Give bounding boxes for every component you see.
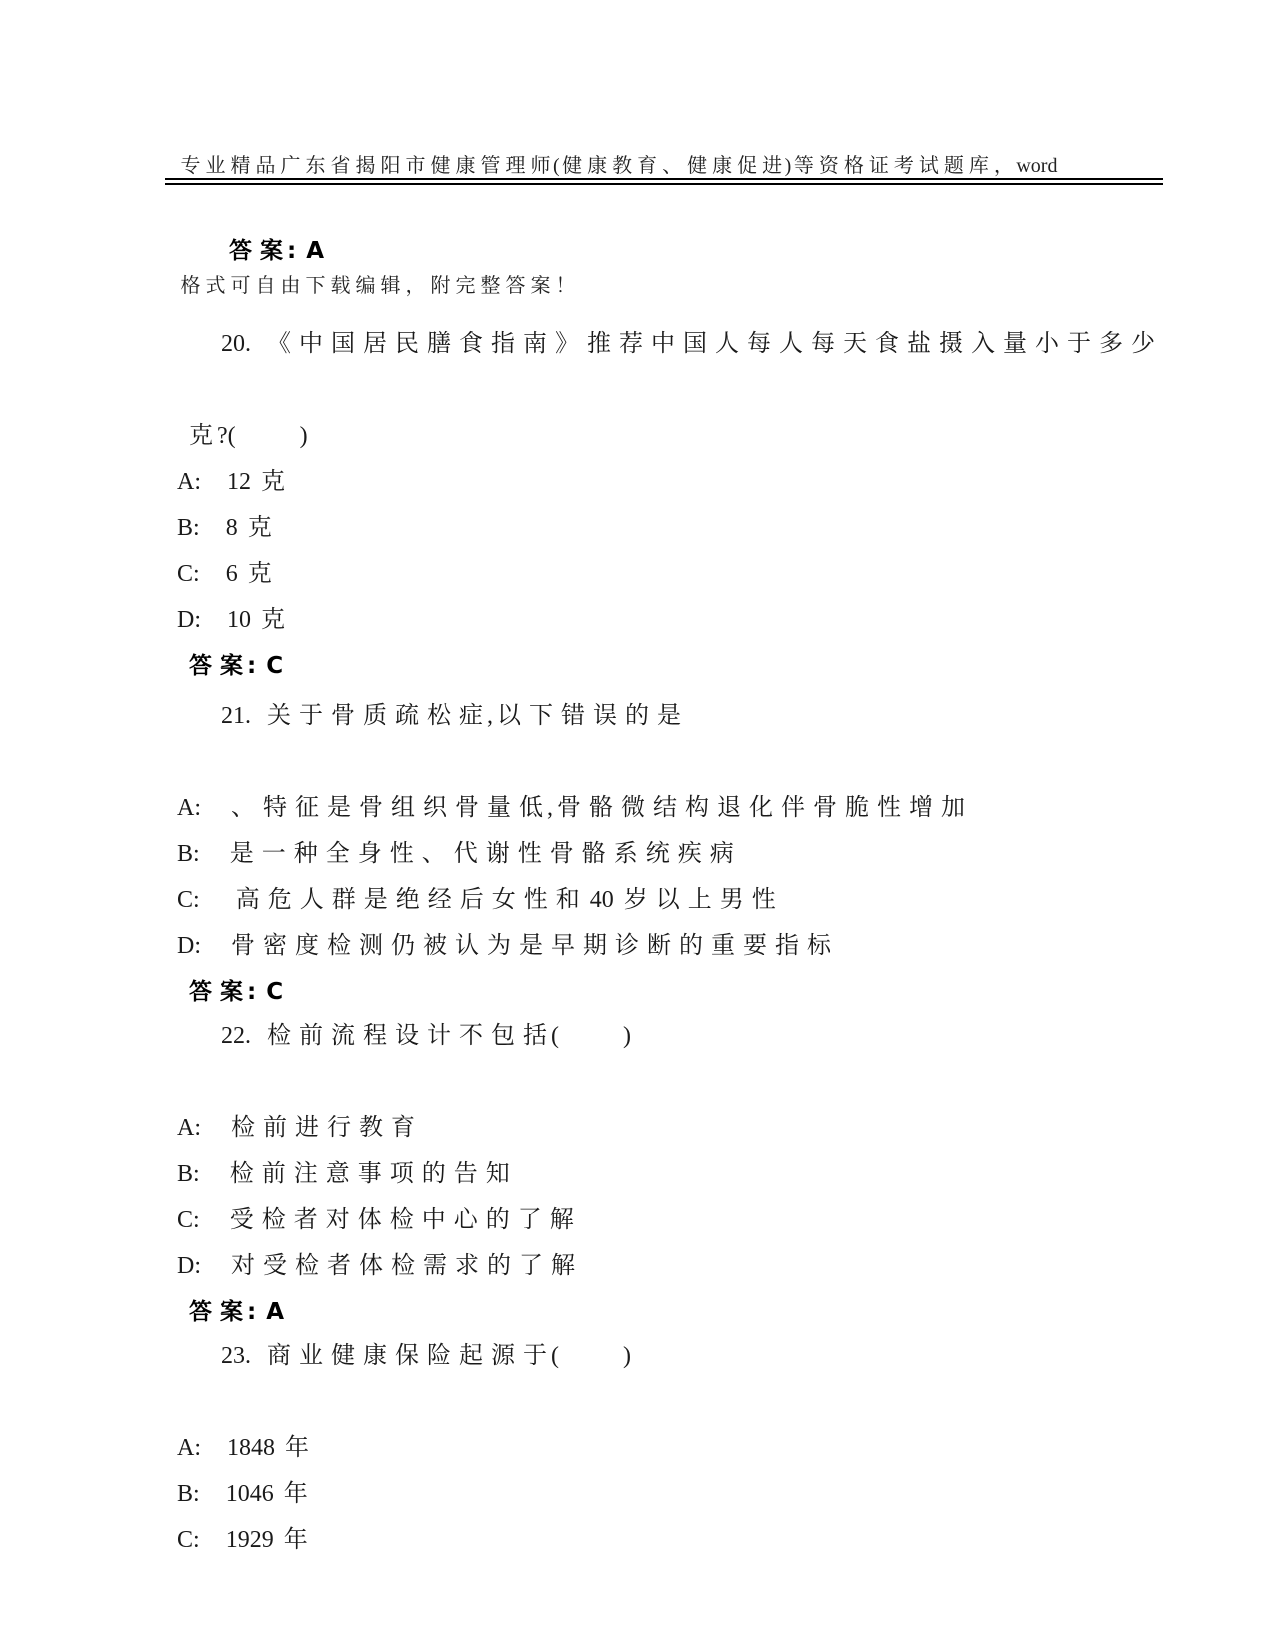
option-label: B: [177,1481,200,1507]
question-line [177,647,1177,785]
answer-value: A [306,238,325,264]
answer-value: C [266,979,284,1005]
option-row-b [177,505,1177,551]
option-row-c [177,1197,1177,1243]
question-number: 21. [221,703,251,729]
option-label: C: [177,1207,200,1233]
question-line [177,967,1177,1105]
question-number: 23. [221,1343,251,1369]
option-text: 、 特 征 是 骨 组 织 骨 量 低 , 骨 骼 微 结 构 退 化 伴 骨 脆 性 增 加 [231,795,965,821]
option-label: B: [177,1161,200,1187]
option-text: 1848 年 [227,1435,309,1461]
option-row-c [177,1517,1177,1563]
option-label: B: [177,841,200,867]
option-label: A: [177,469,201,495]
question-block-21 [177,647,1177,1015]
option-row-a [177,1105,1177,1151]
option-label: D: [177,933,201,959]
option-text: 1046 年 [225,1481,308,1507]
option-label: A: [177,1435,201,1461]
option-label: C: [177,561,200,587]
option-row-d [177,1243,1177,1289]
answer-label: 答 案 : [189,653,257,679]
option-row-c [177,551,1177,597]
option-label: D: [177,607,201,633]
option-row-a [177,1425,1177,1471]
option-row-b [177,1471,1177,1517]
question-line [177,1287,1177,1425]
option-row-d [177,597,1177,643]
option-label: A: [177,1115,201,1141]
option-text: 骨 密 度 检 测 仍 被 认 为 是 早 期 诊 断 的 重 要 指 标 [231,933,831,959]
question-text: 关 于 骨 质 疏 松 症 , 以 下 错 误 的 是 [267,703,681,729]
option-text: 是 一 种 全 身 性 、 代 谢 性 骨 骼 系 统 疾 病 [229,841,734,867]
question-number: 22. [221,1023,251,1049]
question-text: 《 中 国 居 民 膳 食 指 南 》 推 荐 中 国 人 每 人 每 天 食 盐 摄 入 量 小 于 多 少 [267,331,1155,357]
answer-value: C [266,653,284,679]
option-text: 8 克 [225,515,272,541]
answer-label: 答 案 : [189,979,257,1005]
answer-label: 答 案 : [189,1299,257,1325]
option-text: 12 克 [227,469,285,495]
header-line-1: 专 业 精 品 广 东 省 揭 阳 市 健 康 管 理 师 ( 健 康 教 育 、 健 康 促 进 ) 等 资 格 证 考 试 题 库 ， word [180,155,1058,177]
option-text: 1929 年 [225,1527,308,1553]
option-text: 受 检 者 对 体 检 中 心 的 了 解 [229,1207,574,1233]
question-block-22 [177,967,1177,1335]
answer-label: 答 案 : [229,238,297,264]
option-row-b [177,831,1177,877]
option-text: 检 前 注 意 事 项 的 告 知 [229,1161,510,1187]
option-label: A: [177,795,201,821]
option-row-d [177,923,1177,969]
option-label: C: [177,887,200,913]
option-row-c [177,877,1177,923]
option-row-a [177,785,1177,831]
question-text: 商 业 健 康 保 险 起 源 于 ( ) [267,1343,631,1369]
question-number: 20. [221,331,251,357]
header-line-2: 格 式 可 自 由 下 载 编 辑 ， 附 完 整 答 案 ！ [180,275,576,297]
option-label: D: [177,1253,201,1279]
option-row-a [177,459,1177,505]
answer-value: A [266,1299,285,1325]
option-row-b [177,1151,1177,1197]
option-text: 对 受 检 者 体 检 需 求 的 了 解 [231,1253,575,1279]
option-label: B: [177,515,200,541]
option-text: 10 克 [227,607,285,633]
option-text: 检 前 进 行 教 育 [231,1115,415,1141]
question-text-continued: 克 ?( ) [189,423,308,449]
option-text: 高 危 人 群 是 绝 经 后 女 性 和 40 岁 以 上 男 性 [235,887,776,913]
question-text: 检 前 流 程 设 计 不 包 括 ( ) [267,1023,631,1049]
question-block-20 [177,275,1177,689]
question-block-23 [177,1287,1177,1563]
option-text: 6 克 [225,561,272,587]
question-line [177,275,1177,413]
option-label: C: [177,1527,200,1553]
